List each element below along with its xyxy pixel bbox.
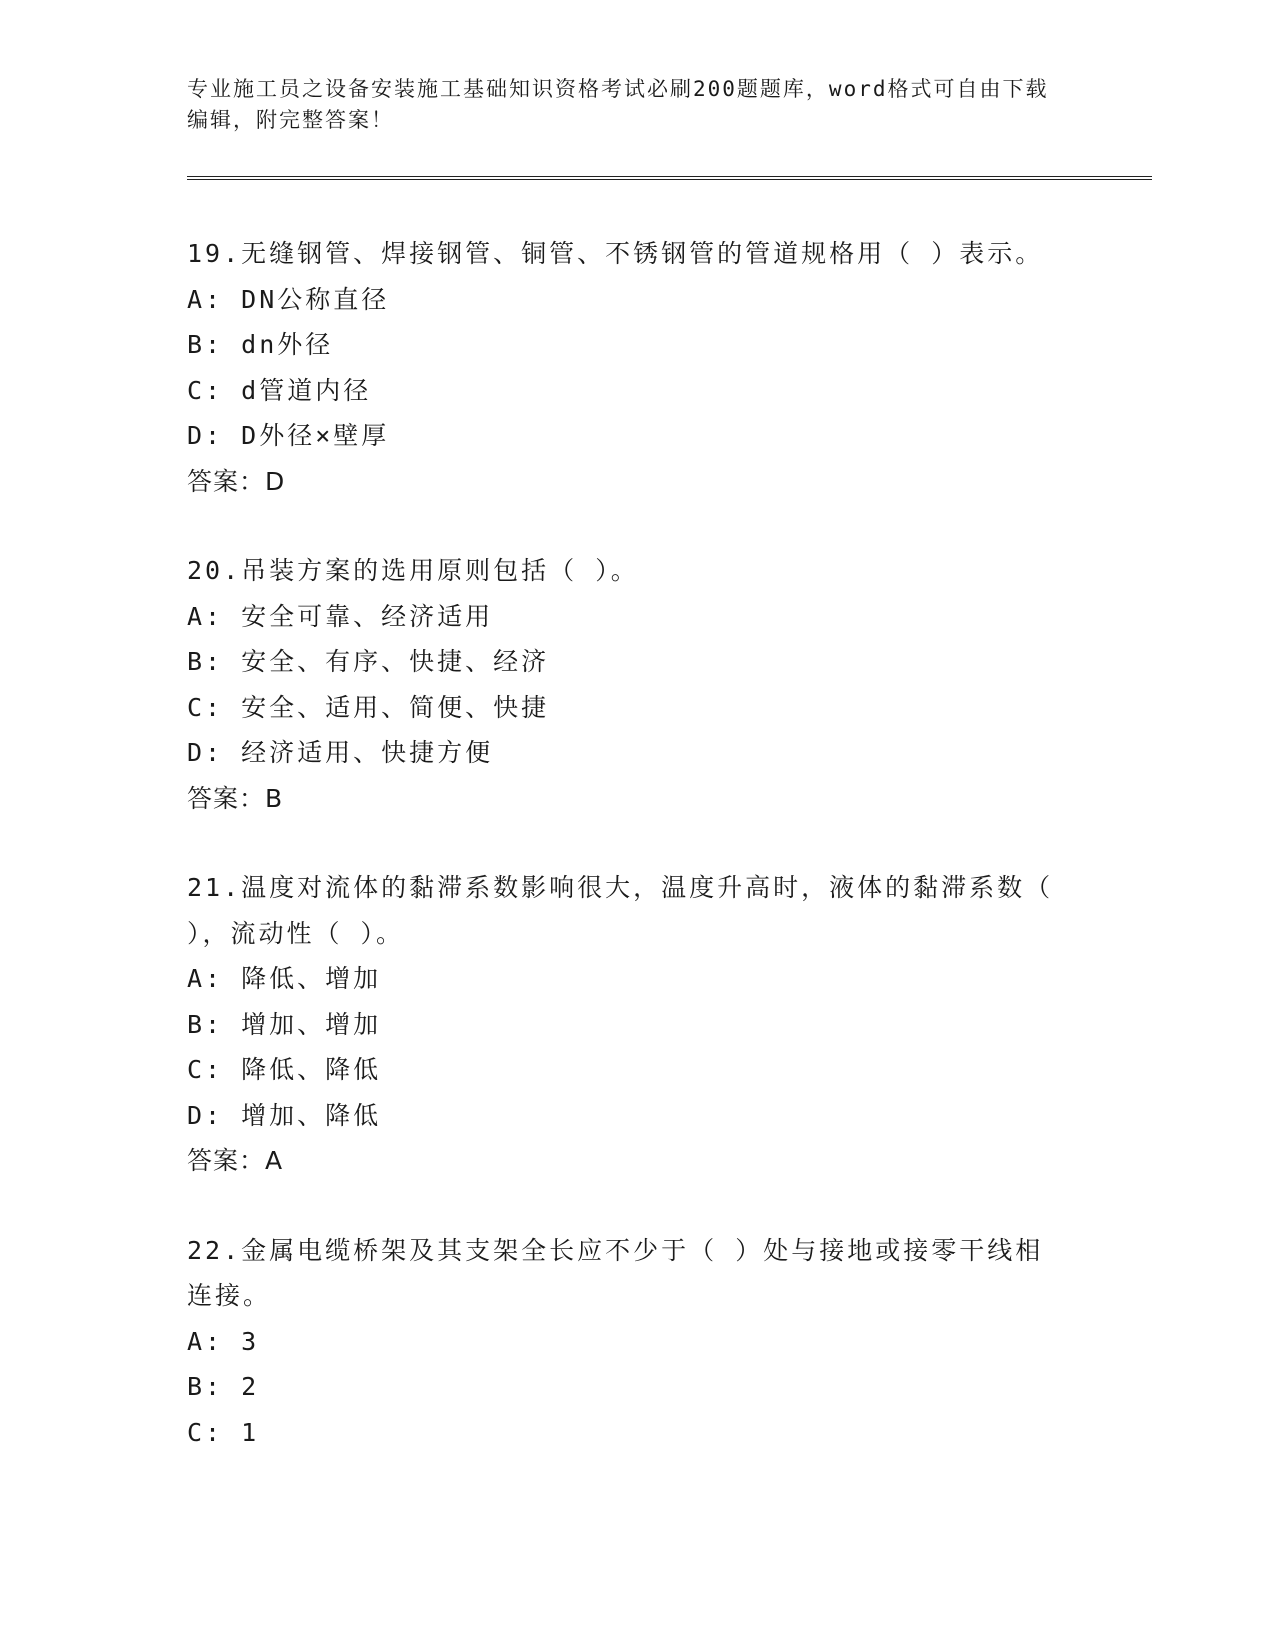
question-stem: 20.吊装方案的选用原则包括（ ）。 bbox=[187, 556, 639, 585]
question-stem: 22.金属电缆桥架及其支架全长应不少于（ ）处与接地或接零干线相连接。 bbox=[187, 1235, 1044, 1310]
question-list bbox=[187, 231, 1067, 1499]
option-a: A: 降低、增加 bbox=[187, 964, 382, 993]
option-c: C: 降低、降低 bbox=[187, 1055, 382, 1084]
question-stem: 19.无缝钢管、焊接钢管、铜管、不锈钢管的管道规格用（ ）表示。 bbox=[187, 239, 1044, 268]
question-22 bbox=[187, 1228, 1067, 1456]
option-b: B: 2 bbox=[187, 1372, 260, 1401]
option-b: B: dn外径 bbox=[187, 330, 334, 359]
option-c: C: 1 bbox=[187, 1417, 260, 1447]
answer-line: 答案：D bbox=[187, 466, 286, 496]
option-d: D: 增加、降低 bbox=[187, 1100, 382, 1130]
answer-line: 答案：A bbox=[187, 1146, 284, 1175]
document-header: 专业施工员之设备安装施工基础知识资格考试必刷200题题库，word格式可自由下载编辑，附完整答案！ bbox=[187, 77, 1049, 132]
option-b: B: 安全、有序、快捷、经济 bbox=[187, 647, 550, 676]
answer-line: 答案：B bbox=[187, 783, 284, 813]
option-a: A: DN公称直径 bbox=[187, 284, 390, 314]
header-divider bbox=[187, 176, 1152, 180]
option-d: D: 经济适用、快捷方便 bbox=[187, 738, 494, 767]
question-19 bbox=[187, 231, 1067, 504]
option-c: C: 安全、适用、简便、快捷 bbox=[187, 692, 550, 722]
option-c: C: d管道内径 bbox=[187, 375, 372, 405]
option-a: A: 3 bbox=[187, 1326, 260, 1356]
option-a: A: 安全可靠、经济适用 bbox=[187, 601, 494, 631]
question-stem: 21.温度对流体的黏滞系数影响很大，温度升高时，液体的黏滞系数（ ），流动性（ ）。 bbox=[187, 873, 1054, 948]
option-d: D: D外径×壁厚 bbox=[187, 421, 390, 450]
question-21 bbox=[187, 865, 1067, 1184]
question-20 bbox=[187, 548, 1067, 821]
option-b: B: 增加、增加 bbox=[187, 1009, 382, 1039]
